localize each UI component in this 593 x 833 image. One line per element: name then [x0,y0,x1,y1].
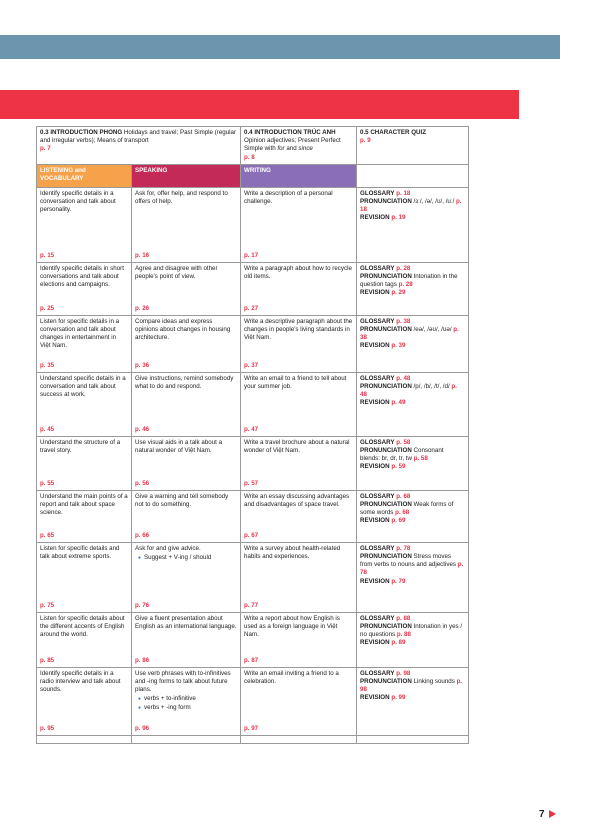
writing-cell: Write a descriptive paragraph about the changes in people's living standards in Việt Nam. p. 37 [241,315,357,372]
intro-trucanh-title: 0.4 INTRODUCTION TRÚC ANH [244,129,336,136]
writing-page: p. 67 [244,531,259,539]
glossary-page: p. 58 [396,438,411,446]
category-header-row [37,164,469,187]
character-quiz-cell [357,127,469,165]
intro-trucanh-desc: Opinion adjectives; Present Perfect Simple with [244,137,341,153]
speaking-page: p. 36 [135,361,150,369]
revision-label: REVISION [360,517,390,525]
speaking-cell: Ask for and give advice. ● Suggest + V-ing / should p. 76 [132,542,241,612]
speaking-page: p. 16 [135,251,150,259]
review-cell [357,187,469,262]
listening-page: p. 15 [40,251,55,259]
speaking-cell: Give a warning and tell somebody not to do something. p. 66 [132,490,241,542]
speaking-cell: Give instructions, remind somebody what to do and respond. p. 46 [132,372,241,436]
glossary-page: p. 48 [396,374,411,382]
pronunciation-label: PRONUNCIATION [360,622,412,630]
glossary-label: GLOSSARY [360,669,395,677]
intro-phong-page: p. 7 [40,145,51,153]
intro-phong-title: 0.3 INTRODUCTION PHONG [40,129,123,136]
intro-trucanh-cell: 0.4 INTRODUCTION TRÚC ANH Opinion adjectives; Present Perfect Simple with for and since p. 8 [241,127,357,165]
revision-page: p. 29 [391,289,406,297]
pronunciation-topic: Weak forms of some words [360,500,454,517]
speaking-bullet: ● Suggest + V-ing / should [135,554,237,562]
speaking-page: p. 46 [135,425,150,433]
revision-page: p. 39 [391,342,406,350]
review-cell [357,490,469,542]
pronunciation-page: p. 48 [360,382,457,399]
listening-page: p. 35 [40,361,55,369]
listening-page: p. 85 [40,656,55,664]
speaking-page: p. 86 [135,656,150,664]
listening-cell: Understand the main points of a report and talk about space science. p. 65 [37,490,132,542]
revision-label: REVISION [360,463,390,471]
listening-page: p. 95 [40,724,55,732]
pronunciation-label: PRONUNCIATION [360,272,412,280]
speaking-cell: Use visual aids in a talk about a natural wonder of Việt Nam. p. 56 [132,436,241,490]
review-cell [357,612,469,667]
listening-page: p. 65 [40,531,55,539]
pronunciation-label: PRONUNCIATION [360,552,412,560]
speaking-page: p. 96 [135,724,150,732]
writing-page: p. 27 [244,304,259,312]
speaking-bullet: ● verbs + -ing form [135,704,237,712]
speaking-page: p. 26 [135,304,150,312]
glossary-label: GLOSSARY [360,438,395,446]
review-cell [357,262,469,315]
glossary-label: GLOSSARY [360,614,395,622]
listening-page: p. 25 [40,304,55,312]
revision-page: p. 49 [391,399,406,407]
writing-page: p. 47 [244,425,259,433]
review-cell [357,667,469,735]
revision-label: REVISION [360,399,390,407]
listening-cell: Understand specific details in a conversation and talk about success at work. p. 45 [37,372,132,436]
listening-cell: Understand the structure of a travel story. p. 55 [37,436,132,490]
pronunciation-page: p. 28 [398,281,413,289]
revision-page: p. 99 [391,694,406,702]
pronunciation-topic: /p/, /b/, /t/, /d/ [413,382,450,390]
pronunciation-page: p. 38 [360,325,459,342]
revision-label: REVISION [360,639,390,647]
glossary-label: GLOSSARY [360,264,395,272]
writing-page: p. 77 [244,601,259,609]
speaking-page: p. 56 [135,479,150,487]
page-number: 7 [539,809,556,820]
pronunciation-topic: Linking sounds [413,677,455,685]
table-row [37,436,469,490]
revision-page: p. 89 [391,639,406,647]
table-bottom-row [37,735,469,743]
table-row [37,372,469,436]
top-blue-band [0,35,560,59]
writing-page: p. 17 [244,251,259,259]
table-row [37,187,469,262]
speaking-cell: Give a fluent presentation about English as an international language. p. 86 [132,612,241,667]
glossary-label: GLOSSARY [360,544,395,552]
table-row [37,612,469,667]
writing-cell: Write an essay discussing advantages and disadvantages of space travel. p. 67 [241,490,357,542]
writing-cell: Write an email to a friend to tell about your summer job. p. 47 [241,372,357,436]
speaking-page: p. 76 [135,601,150,609]
listening-page: p. 45 [40,425,55,433]
writing-cell: Write a report about how English is used as a foreign language in Việt Nam. p. 87 [241,612,357,667]
writing-cell: Write a travel brochure about a natural wonder of Việt Nam. p. 57 [241,436,357,490]
revision-page: p. 59 [391,463,406,471]
glossary-page: p. 38 [396,317,411,325]
revision-label: REVISION [360,289,390,297]
pronunciation-topic: Stress moves from verbs to nouns and adjectives [360,552,456,569]
table-row [37,490,469,542]
writing-cell: Write a paragraph about how to recycle old items. p. 27 [241,262,357,315]
pronunciation-page: p. 58 [413,455,428,463]
character-quiz-title: 0.5 CHARACTER QUIZ [360,129,427,136]
pronunciation-label: PRONUNCIATION [360,500,412,508]
review-header [357,164,469,187]
pronunciation-topic: Intonation in the question tags [360,272,458,289]
writing-cell: Write a survey about health-related habits and experiences. p. 77 [241,542,357,612]
revision-label: REVISION [360,577,390,585]
glossary-page: p. 18 [396,189,411,197]
speaking-header: SPEAKING [132,164,241,187]
listening-cell: Listen for specific details and talk about extreme sports. p. 75 [37,542,132,612]
top-red-band [0,90,519,119]
glossary-page: p. 88 [396,614,411,622]
pronunciation-page: p. 98 [360,677,463,694]
glossary-label: GLOSSARY [360,492,395,500]
speaking-cell: Ask for, offer help, and respond to offers of help. p. 16 [132,187,241,262]
intro-header-row [37,127,469,165]
revision-label: REVISION [360,342,390,350]
listening-page: p. 55 [40,479,55,487]
speaking-cell: Agree and disagree with other people's point of view. p. 26 [132,262,241,315]
glossary-page: p. 28 [396,264,411,272]
revision-label: REVISION [360,694,390,702]
table-row [37,542,469,612]
speaking-cell: Compare ideas and express opinions about changes in housing architecture. p. 36 [132,315,241,372]
pronunciation-topic: Intonation in yes / no questions [360,622,463,639]
pronunciation-page: p. 18 [360,197,462,214]
writing-page: p. 57 [244,479,259,487]
pronunciation-label: PRONUNCIATION [360,197,412,205]
revision-page: p. 69 [391,517,406,525]
listening-cell: Listen for specific details about the different accents of English around the world. p. 85 [37,612,132,667]
speaking-bullet: ● verbs + to-infinitive [135,695,237,703]
listening-cell: Identify specific details in a radio interview and talk about sounds. p. 95 [37,667,132,735]
review-cell [357,436,469,490]
glossary-label: GLOSSARY [360,317,395,325]
glossary-label: GLOSSARY [360,189,395,197]
pronunciation-topic: Consonant blends: br, dr, tr, tw [360,446,444,463]
review-cell [357,372,469,436]
glossary-page: p. 78 [396,544,411,552]
pronunciation-label: PRONUNCIATION [360,677,412,685]
table-row [37,315,469,372]
pronunciation-label: PRONUNCIATION [360,382,412,390]
character-quiz-page: p. 9 [360,137,371,145]
listening-cell: Identify specific details in a conversation and talk about personality. p. 15 [37,187,132,262]
writing-page: p. 97 [244,724,259,732]
review-cell [357,542,469,612]
review-cell [357,315,469,372]
pronunciation-topic: /ɜː/, /ə/, /ʊ/, /uː/ [413,197,455,205]
intro-trucanh-page: p. 8 [244,153,255,161]
writing-page: p. 37 [244,361,259,369]
revision-page: p. 79 [391,577,406,585]
table-row [37,262,469,315]
pronunciation-topic: /eə/, /əʊ/, /ʊə/ [413,325,452,333]
speaking-page: p. 66 [135,531,150,539]
writing-header: WRITING [241,164,357,187]
pronunciation-page: p. 88 [396,631,411,639]
writing-page: p. 87 [244,656,259,664]
pronunciation-label: PRONUNCIATION [360,446,412,454]
pronunciation-page: p. 68 [395,509,410,517]
contents-table [36,126,469,744]
listening-page: p. 75 [40,601,55,609]
table-row [37,667,469,735]
pronunciation-page: p. 78 [360,561,464,577]
pronunciation-label: PRONUNCIATION [360,325,412,333]
revision-label: REVISION [360,214,390,222]
next-arrow-icon [549,810,556,818]
listening-cell: Listen for specific details in a conversation and talk about changes in entertainment in Việt Nam. p. 35 [37,315,132,372]
speaking-cell: Use verb phrases with to-infinitives and -ing forms to talk about future plans. ● verbs + to-infinitive ● verbs + -ing form p. 96 [132,667,241,735]
glossary-label: GLOSSARY [360,374,395,382]
glossary-page: p. 98 [396,669,411,677]
revision-page: p. 19 [391,214,406,222]
writing-cell: Write an email inviting a friend to a celebration. p. 97 [241,667,357,735]
glossary-page: p. 68 [396,492,411,500]
listening-vocabulary-header: LISTENING and VOCABULARY [37,164,132,187]
intro-phong-desc: Holidays and travel; Past Simple (regular and irregular verbs); Means of transport [40,129,237,145]
listening-cell: Identify specific details in short conversations and talk about elections and campaigns. p. 25 [37,262,132,315]
intro-phong-cell [37,127,241,165]
writing-cell: Write a description of a personal challenge. p. 17 [241,187,357,262]
